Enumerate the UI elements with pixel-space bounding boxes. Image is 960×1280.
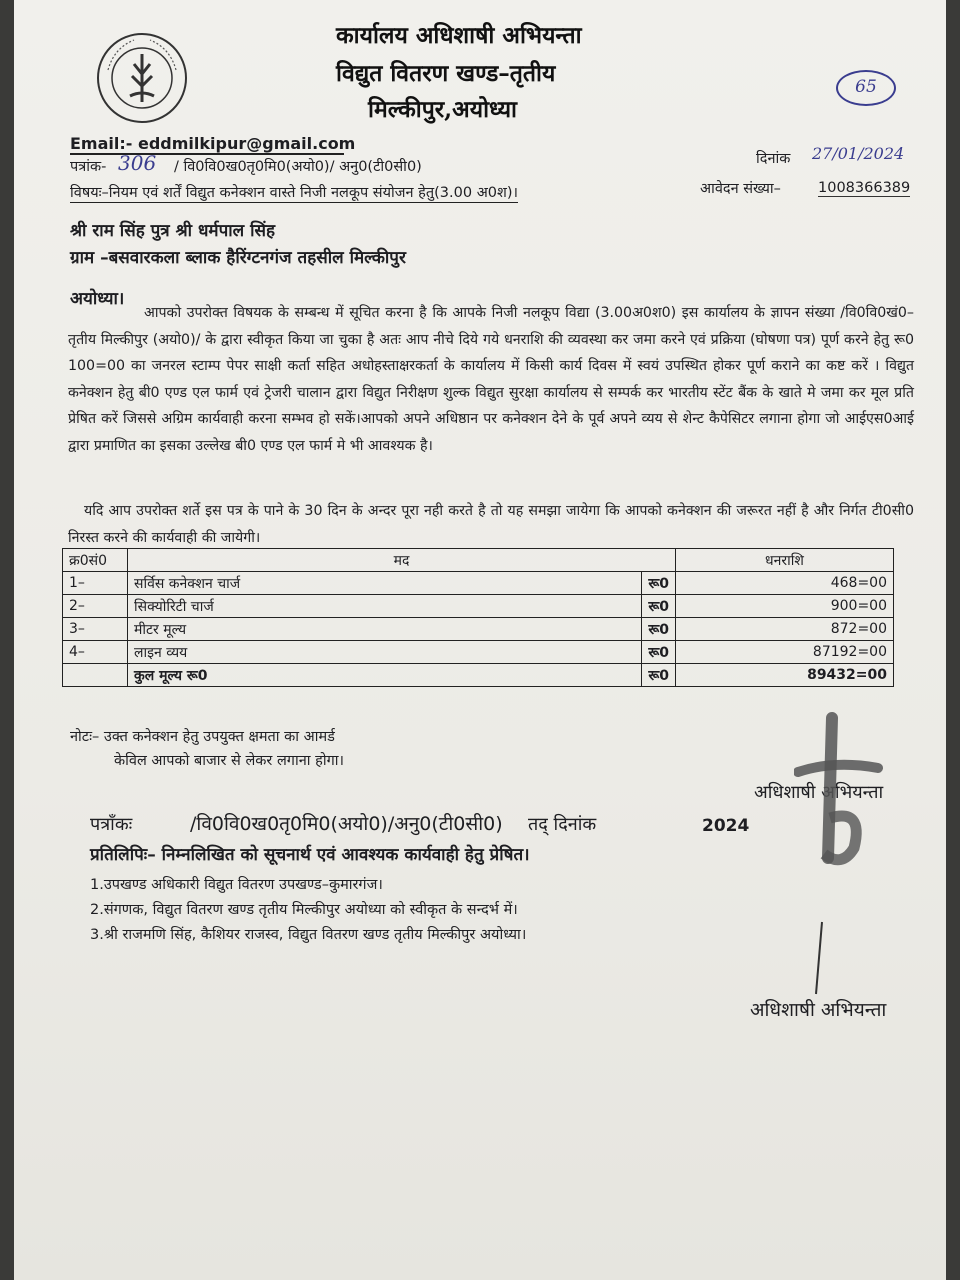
row-sno: 3– [63, 618, 128, 641]
header-amount: धनराशि [676, 549, 894, 572]
row-currency: रू0 [642, 641, 676, 664]
cc-item-2: 2.संगणक, विद्युत वितरण खण्ड तृतीय मिल्कीपुर अयोध्या को स्वीकृत के सन्दर्भ में। [90, 902, 518, 918]
date-value: 27/01/2024 [812, 144, 905, 163]
copy-ref-date-label: तद् दिनांक [528, 814, 597, 835]
row-amount: 872=00 [676, 618, 894, 641]
row-sno: 2– [63, 595, 128, 618]
copy-ref-label: पत्राँकः [90, 814, 133, 835]
signature-scribble-icon [794, 708, 884, 868]
cc-item-3: 3.श्री राजमणि सिंह, कैशियर राजस्व, विद्युत वितरण खण्ड तृतीय मिल्कीपुर अयोध्या। [90, 927, 527, 943]
ref-number: 306 [118, 151, 157, 175]
ref-code: / वि0वि0ख0तृ0मि0(अयो0)/ अनु0(टी0सी0) [174, 159, 422, 175]
addressee-name: श्री राम सिंह पुत्र श्री धर्मपाल सिंह [70, 221, 276, 241]
office-email: Email:- eddmilkipur@gmail.com [70, 134, 356, 153]
cc-heading: प्रतिलिपिः– निम्नलिखित को सूचनार्थ एवं आवश्यक कार्यवाही हेतु प्रेषित। [90, 845, 530, 865]
addressee-city: अयोध्या। [70, 289, 125, 309]
note-line-1: नोटः– उक्त कनेक्शन हेतु उपयुक्त क्षमता का आमर्ड [70, 729, 335, 745]
signatory-1: अधिशाषी अभियन्ता [754, 782, 884, 803]
ref-label: पत्रांक- [70, 159, 107, 175]
department-logo-icon [94, 30, 190, 126]
total-label: कुल मूल्य रू0 [128, 664, 642, 687]
row-amount: 87192=00 [676, 641, 894, 664]
fee-table [62, 548, 894, 687]
row-sno: 1– [63, 572, 128, 595]
header-location: मिल्कीपुर,अयोध्या [368, 96, 517, 123]
signatory-2: अधिशाषी अभियन्ता [750, 999, 887, 1021]
row-currency: रू0 [642, 618, 676, 641]
total-currency: रू0 [642, 664, 676, 687]
row-currency: रू0 [642, 572, 676, 595]
addressee-village: ग्राम –बसवारकला ब्लाक हैरिंग्टनगंज तहसील मिल्कीपुर [70, 248, 406, 268]
application-number: 1008366389 [818, 180, 911, 196]
copy-ref-year: 2024 [702, 816, 750, 836]
dispatch-stamp-number: 65 [836, 70, 896, 106]
row-amount: 468=00 [676, 572, 894, 595]
row-amount: 900=00 [676, 595, 894, 618]
total-amount: 89432=00 [676, 664, 894, 687]
table-row [63, 641, 894, 664]
total-empty-cell [63, 664, 128, 687]
header-division: विद्युत वितरण खण्ड–तृतीय [336, 60, 556, 87]
subject-line: विषयः–नियम एवं शर्तें विद्युत कनेक्शन वास्ते निजी नलकूप संयोजन हेतु(3.00 अ0श)। [70, 182, 518, 203]
table-header-row [63, 549, 894, 572]
table-total-row [63, 664, 894, 687]
row-currency: रू0 [642, 595, 676, 618]
row-item: सर्विस कनेक्शन चार्ज [128, 572, 642, 595]
table-row [63, 618, 894, 641]
body-paragraph-1: आपको उपरोक्त विषयक के सम्बन्ध में सूचित करना है कि आपके निजी नलकूप विद्या (3.00अ0श0) इस कार्यालय के ज्ञापन संख्या /वि0वि0खं0– तृतीय मिल्कीपुर (अयो0)/ के द्वारा स्वीकृत किया जा चुका है अतः आप नीचे दिये गये धनराशि की व्यवस्था कर जमा करने एवं प्रक्रिया (घोषणा पत्र) पूर्ण करने हेतु रू0 100=00 का जनरल स्टाम्प पेपर साक्षी कर्ता सहित अधोहस्ताक्षरकर्ता के कार्यालय में किसी कार्य दिवस में स्वयं उपस्थित होकर पूर्ण कराने का कष्ट करें । विद्युत कनेक्शन हेतु बी0 एण्ड एल फार्म एवं ट्रेजरी चालान द्वारा विद्युत निरीक्षण शुल्क विद्युत सुरक्षा कार्यालय से सम्पर्क कर भारतीय स्टेंट बैंक के खाते मे जमा कर मूल प्रति प्रेषित करें जिससे अग्रिम कार्यवाही करना सम्भव हो सकें।आपको अपने अधिष्ठान पर कनेक्शन देने के पूर्व अपने व्यय से शेन्ट कैपेसिटर लगाना होगा जो आईएस0आई द्वारा प्रमाणित का इसका उल्लेख बी0 एण्ड एल फार्म मे भी आवश्यक है। [68, 305, 914, 454]
body-paragraph-2: यदि आप उपरोक्त शर्ते इस पत्र के पाने के 30 दिन के अन्दर पूरा नही करते है तो यह समझा जायेगा कि आपको कनेक्शन की जरूरत नहीं है और निर्गत टी0सी0 निरस्त करने की कार्यवाही की जायेगी। [68, 503, 914, 546]
letter-page [14, 0, 946, 1280]
copy-ref-code: /वि0वि0ख0तृ0मि0(अयो0)/अनु0(टी0सी0) [190, 813, 503, 835]
row-item: सिक्योरिटी चार्ज [128, 595, 642, 618]
header-office: कार्यालय अधिशाषी अभियन्ता [336, 22, 582, 49]
date-label: दिनांक [756, 151, 791, 167]
row-sno: 4– [63, 641, 128, 664]
application-label: आवेदन संख्या– [700, 181, 781, 197]
header-sno: क्र0सं0 [63, 549, 128, 572]
header-item: मद [128, 549, 676, 572]
signature-stroke-icon [804, 918, 834, 998]
row-item: मीटर मूल्य [128, 618, 642, 641]
cc-item-1: 1.उपखण्ड अधिकारी विद्युत वितरण उपखण्ड–कुमारगंज। [90, 877, 383, 893]
row-item: लाइन व्यय [128, 641, 642, 664]
table-row [63, 595, 894, 618]
note-line-2: केविल आपको बाजार से लेकर लगाना होगा। [114, 753, 344, 769]
table-row [63, 572, 894, 595]
